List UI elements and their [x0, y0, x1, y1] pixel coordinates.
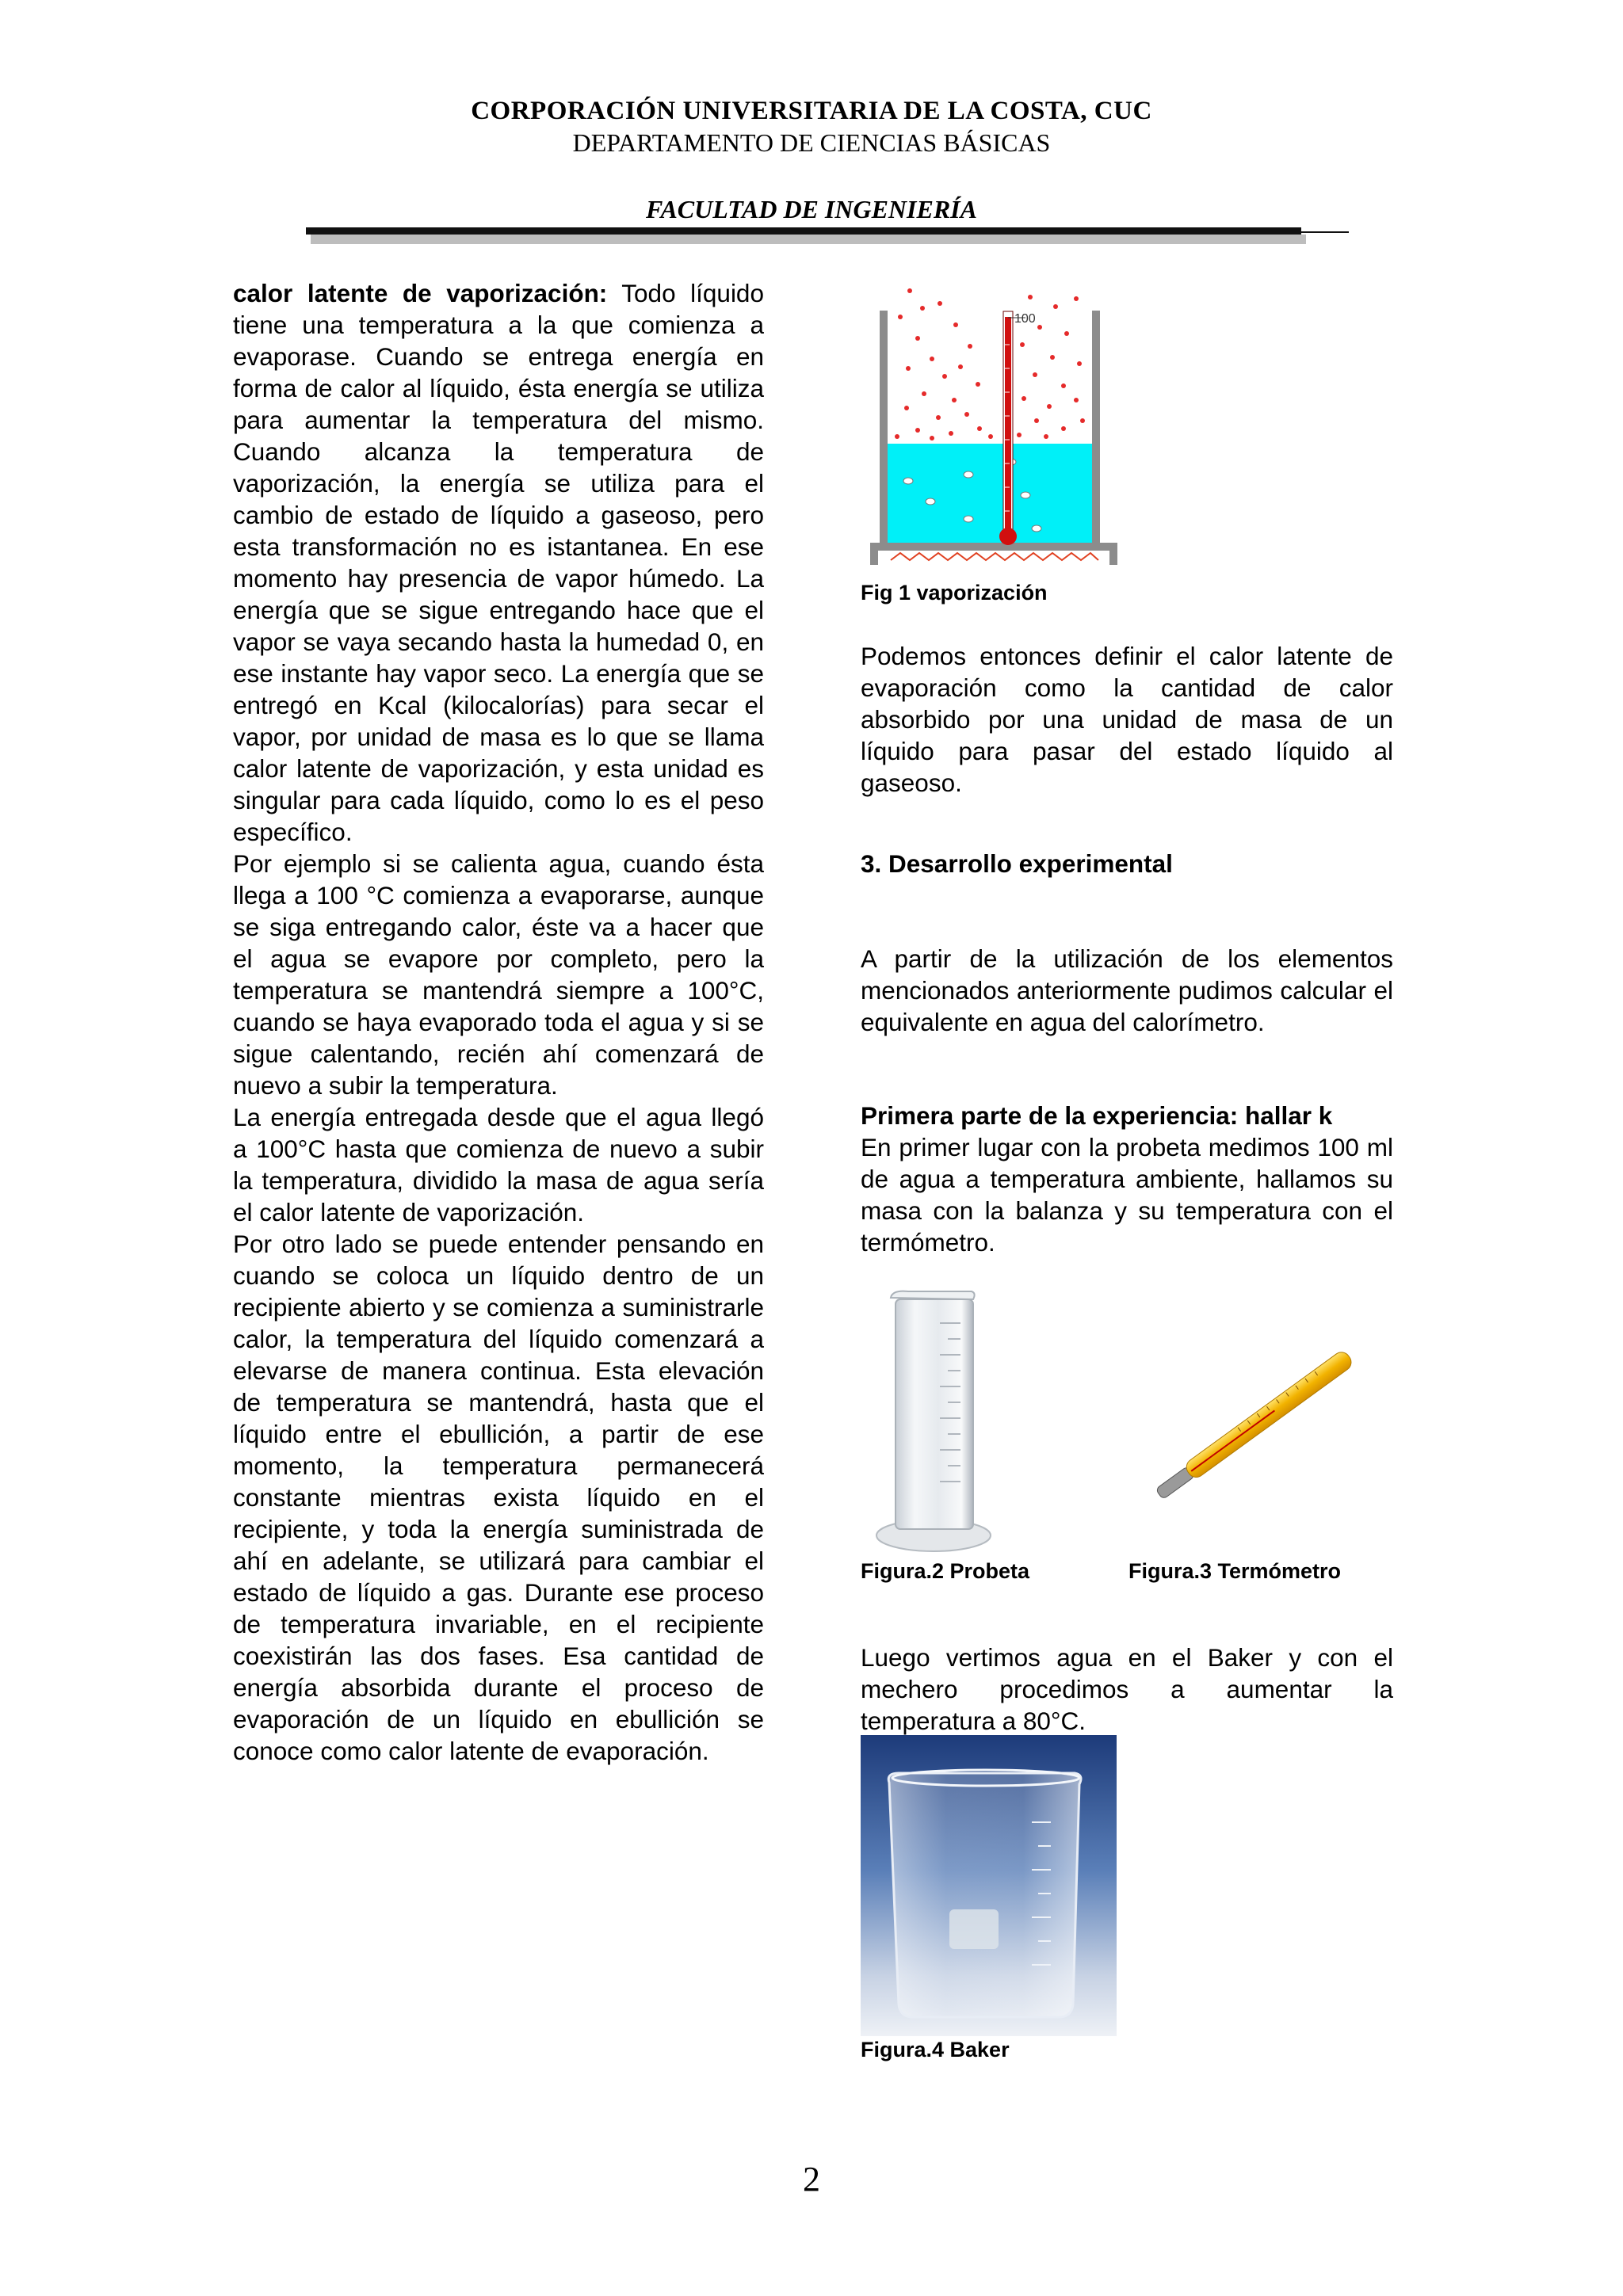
- paragraph-primera-parte: [861, 1100, 1393, 1258]
- faculty-name: FACULTAD DE INGENIERÍA: [646, 195, 977, 223]
- fig3-caption: Figura.3 Termómetro: [1128, 1559, 1342, 1583]
- paragraph-latent-heat: [233, 277, 764, 848]
- fig2-caption: Figura.2 Probeta: [861, 1559, 1030, 1583]
- header-rule-tail: [1301, 231, 1349, 233]
- paragraph-luego-text: Luego vertimos agua en el Baker y con el mechero procedimos a aumentar la temperatura a 80°C.: [861, 1643, 1393, 1735]
- paragraph-define-text: Podemos entonces definir el calor latente de evaporación como la cantidad de calor absorbido por una unidad de masa de un líquido para pasar del estado líquido al gaseoso.: [861, 642, 1393, 797]
- paragraph-luego: [861, 1642, 1393, 1737]
- institution-name: CORPORACIÓN UNIVERSITARIA DE LA COSTA, CUC: [471, 97, 1152, 125]
- section-heading-block: [861, 848, 1393, 879]
- subheading-hallar-k: Primera parte de la experiencia: hallar k: [861, 1101, 1333, 1130]
- paragraph-primer-text: En primer lugar con la probeta medimos 100 ml de agua a temperatura ambiente, hallamos su masa con la balanza y su temperatura con el termómetro.: [861, 1133, 1393, 1257]
- section-heading: 3. Desarrollo experimental: [861, 849, 1173, 878]
- thermometer-image: [1124, 1323, 1385, 1537]
- header-rule-shadow: [311, 235, 1306, 244]
- thermometer-mark: 100: [1014, 312, 1036, 326]
- page-number: 2: [803, 2160, 820, 2199]
- beaker-image: [861, 1735, 1117, 2036]
- graduated-cylinder-image: [861, 1283, 1003, 1557]
- paragraph-latent-heat-text: Todo líquido tiene una temperatura a la que comienza a evaporase. Cuando se entrega energía en forma de calor al líquido, ésta energía se utiliza para aumentar la temperatura del mismo. Cuando alcanza la temperatura de vaporización, la energía se utiliza para el cambio de estado de líquido a gaseoso, pero esta transformación no es istantanea. En ese momento hay presencia de vapor húmedo. La energía que se sigue entregando hace que el vapor se vaya secando hasta la humedad 0, en ese instante hay vapor seco. La energía que se entregó en Kcal (kilocalorías) para secar el vapor, por unidad de masa es lo que se llama calor latente de vaporización, y esta unidad es singular para cada líquido, como lo es el peso específico.: [233, 279, 764, 846]
- fig1-caption: Fig 1 vaporización: [861, 581, 1048, 605]
- paragraph-partir: [861, 943, 1393, 1038]
- paragraph-energy: La energía entregada desde que el agua llegó a 100°C hasta que comienza de nuevo a subir la temperatura, dividido la masa de agua sería el calor latente de vaporización.: [233, 1103, 764, 1226]
- term-latent-heat: calor latente de vaporización:: [233, 279, 608, 307]
- paragraph-partir-text: A partir de la utilización de los elementos mencionados anteriormente pudimos calcular el equivalente en agua del calorímetro.: [861, 944, 1393, 1036]
- left-column: [233, 277, 764, 1767]
- paragraph-container: Por otro lado se puede entender pensando en cuando se coloca un líquido dentro de un recipiente abierto y se comienza a suministrarle calor, la temperatura del líquido comenzará a elevarse de manera continua. Esta elevación de temperatura se mantendrá, hasta que el líquido entre el ebullición, a partir de ese momento, la temperatura permanecerá constante mientras exista líquido en el recipiente, y toda la energía suministrada de ahí en adelante, se utilizará para cambiar el estado de líquido a gas. Durante ese proceso de temperatura invariable, en el recipiente coexistirán las dos fases. Esa cantidad de energía absorbida durante el proceso de evaporación de un líquido en ebullición se conoce como calor latente de evaporación.: [233, 1230, 764, 1765]
- vaporization-figure: [869, 281, 1122, 570]
- paragraph-example: Por ejemplo si se calienta agua, cuando ésta llega a 100 °C comienza a evaporarse, aunque se siga entregando calor, éste va a hacer que el agua se evapore por completo, pero la temperatura se mantendrá siempre a 100°C, cuando se haya evaporado toda el agua y si se sigue calentando, recién ahí comenzará de nuevo a subir la temperatura.: [233, 849, 764, 1100]
- department-name: DEPARTAMENTO DE CIENCIAS BÁSICAS: [572, 128, 1051, 157]
- paragraph-define: [861, 640, 1393, 799]
- fig4-caption: Figura.4 Baker: [861, 2038, 1010, 2061]
- page-header: [0, 95, 1623, 225]
- header-rule: [306, 227, 1301, 235]
